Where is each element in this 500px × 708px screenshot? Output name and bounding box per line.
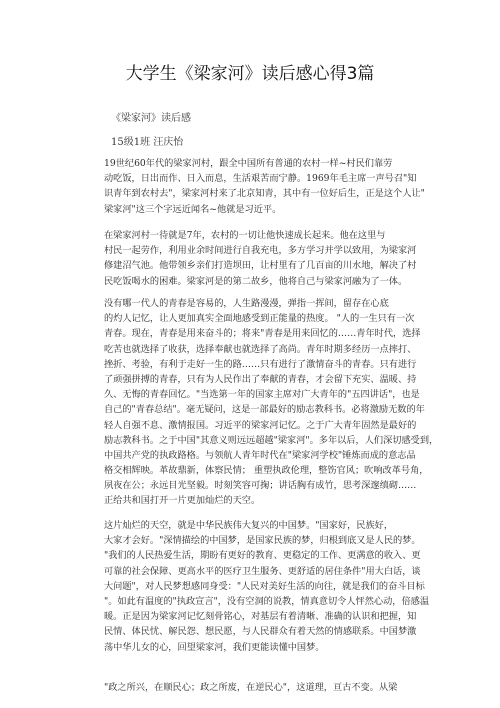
page-title: 大学生《梁家河》读后感心得3篇 (125, 64, 375, 84)
paragraph-line: 民情、体民忧、解民怨、想民愿，与人民群众有着天然的情感联系。中国梦激 (104, 626, 417, 638)
paragraph-line: 青春。现在，青春是用来奋斗的；将来"青春是用来回忆的……青年时代，选择 (104, 328, 421, 340)
paragraph-line: 夙夜在公；永远目光坚毅。时刻笑容可掬；讲话胸有成竹，思考深邃缜砌…… (104, 480, 417, 492)
paragraph-line: 中国共产党的执政路格。与领航人青年时代在"梁家河学校"锤炼而成的意志品 (104, 449, 416, 461)
paragraph-line: 挫折、考验，有利于走好一生的路……只有进行了激情奋斗的青春。只有进行 (104, 358, 417, 370)
paragraph-3 (104, 296, 439, 509)
paragraph-2 (104, 228, 417, 289)
paragraph-line: 村民一起劳作，利用业余时间进行自我充电，多方学习并学以致用，为梁家河 (104, 245, 417, 257)
paragraph-line: 这片灿烂的天空，就是中华民族伟大复兴的中国梦。"国家好，民族好， (104, 520, 394, 531)
paragraph-line: 轻人自强不息、激情报国。习近平的梁家河记忆。之于广大青年固然是最好的 (104, 419, 417, 431)
paragraph-line: 民吃饭喝水的困难。梁家河是的第二故乡，他将自己与梁家河融为了一体。 (104, 275, 408, 287)
paragraph-line: 大问题"，对人民梦想感同身受："人民对美好生活的向往，就是我们的奋斗目标 (104, 580, 425, 592)
paragraph-line: "。如此有温度的"执政宣言"，没有空洞的说教，情真意切令人怦然心动，倍感温 (104, 595, 430, 607)
paragraph-line: 19世纪60年代的梁家河村，跟全中国所有普通的农村一样~村民们靠劳 (104, 158, 393, 169)
paragraph-line: "我们的人民热爱生活，期盼有更好的教育、更稳定的工作、更满意的收入、更 (104, 550, 421, 562)
paragraph-line: 格交相辉映。革故鼎新，体察民情； 重塑执政伦理，整饬官风；吹响改革号角， (104, 465, 429, 477)
paragraph-line: "政之所兴，在顺民心；政之所废，在逆民心"，这道理，亘古不变。从梁 (104, 682, 398, 693)
paragraph-line: 荡中华儿女的心，回望梁家河，我们更能读懂中国梦。 (104, 641, 325, 653)
paragraph-line: 久、无悔的青春回忆。"当选第一年的国家主席对广大青年的"五四讲话"，也是 (104, 389, 420, 401)
paragraph-line: 梁家河"这三个字远近闻名~他就是习近平。 (104, 203, 282, 215)
paragraph-line: 的灼人记忆，让人更加真实全面地感受到正能量的热度。 "人的一生只有一次 (104, 313, 415, 325)
paragraph-line: 可靠的社会保障、更高水平的医疗卫生服务、更舒适的居住条件"用大白话，谈 (104, 565, 421, 577)
author-line: 15级1班 汪庆怡 (111, 137, 184, 148)
paragraph-line: 修建沼气池。他带领乡亲们打造坝田，让村里有了几百亩的川水地，解决了村 (104, 260, 417, 272)
paragraph-line: 识青年到农村去"，梁家河村来了北京知青，其中有一位好后生，正是这个人让" (104, 188, 425, 200)
paragraph-line: 自己的"青春总结"。毫无疑问，这是一部最好的励志教科书。必将激励无数的年 (104, 404, 425, 416)
paragraph-line: 动吃饭，日出而作、日入而息，生活艰苦而宁静。1969年毛主席一声号召"知 (104, 173, 417, 185)
paragraph-line: 暖。正是因为梁家河记忆刻骨铭心，对基层有着清晰、准确的认识和把握，知 (104, 611, 417, 623)
paragraph-5 (104, 680, 404, 695)
paragraph-line: 励志教科书。之于中国"其意义则远远超越"梁家河"。多年以后，人们深切感受到， (104, 434, 439, 446)
paragraph-line: 了顽强拼搏的青春，只有为人民作出了奉献的青春，才会留下充实、温暖、持 (104, 373, 417, 385)
paragraph-line: 正给共和国打开一片更加灿烂的天空。 (104, 495, 261, 507)
paragraph-line: 大家才会好。"深情描绘的中国梦，是国家民族的梦，归根到底又是人民的梦。 (104, 535, 421, 547)
paragraph-line: 在梁家河村一待就是7年，农村的一切让他快速成长起来。他在这里与 (104, 230, 386, 241)
paragraph-line: 吃苦也就选择了收获，选择奉献也就选择了高尚。青年时期多经历一点摔打、 (104, 343, 417, 355)
essay-subtitle: 《梁家河》读后感 (111, 113, 191, 124)
paragraph-1 (104, 156, 425, 217)
paragraph-4 (104, 518, 430, 655)
paragraph-line: 没有哪一代人的青春是容易的，人生路漫漫，弹指一挥间，留存在心底 (104, 298, 389, 309)
